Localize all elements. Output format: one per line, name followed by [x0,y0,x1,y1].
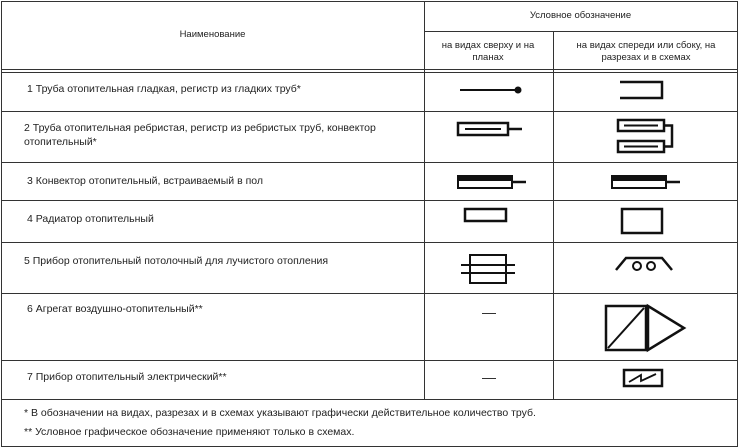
row-name: 2 Труба отопительная ребристая, регистр из ребристых труб, конвектор отопительный* [24,122,376,148]
row-name: 1 Труба отопительная гладкая, регистр из гладких труб* [27,83,301,95]
front-view-header: на видах спереди или сбоку, на разрезах и в схемах [576,40,716,63]
row-name: 5 Прибор отопительный потолочный для лучистого отопления [24,255,329,267]
finned-pipe-symbol [452,118,532,140]
table-left-border [1,1,2,447]
row-name: 7 Прибор отопительный электрический** [27,371,227,383]
table-bottom-border [1,446,738,447]
designation-header: Условное обозначение [529,10,632,21]
row-name: 6 Агрегат воздушно-отопительный** [27,303,203,315]
notes-divider [1,399,738,400]
row-divider [1,360,738,361]
no-symbol-dash: — [482,369,496,385]
row-name: 4 Радиатор отопительный [27,213,154,225]
table-right-border [737,1,738,447]
top-view-header: на видах сверху и на планах [441,40,535,63]
header-subdivider [424,31,737,32]
row-name: 3 Конвектор отопительный, встраиваемый в пол [27,175,263,187]
floor-convector-symbol [452,172,532,192]
smooth-register-symbol [612,78,672,102]
row-divider [1,111,738,112]
radiator-symbol [616,205,676,237]
name-column-header: Наименование [179,29,246,40]
air-heating-unit-symbol [602,302,692,354]
floor-convector-symbol [606,172,686,192]
row-divider [1,162,738,163]
symbol-column-divider [553,31,554,399]
ceiling-radiant-heater-symbol [612,252,676,276]
electric-heater-symbol [620,366,670,390]
row-divider [1,242,738,243]
footnote-single-star: * В обозначении на видах, разрезах и в схемах указывают графически действительное количество труб. [24,407,536,419]
table-top-border [1,1,738,2]
header-bottom-line-double [1,72,738,73]
header-bottom-line [1,69,738,70]
finned-register-symbol [612,114,682,158]
row-divider [1,200,738,201]
footnote-double-star: ** Условное графическое обозначение применяют только в схемах. [24,426,355,438]
radiator-symbol [462,205,512,227]
no-symbol-dash: — [482,304,496,320]
ceiling-radiant-heater-symbol [458,253,528,287]
smooth-pipe-symbol [455,80,535,100]
row-divider [1,293,738,294]
